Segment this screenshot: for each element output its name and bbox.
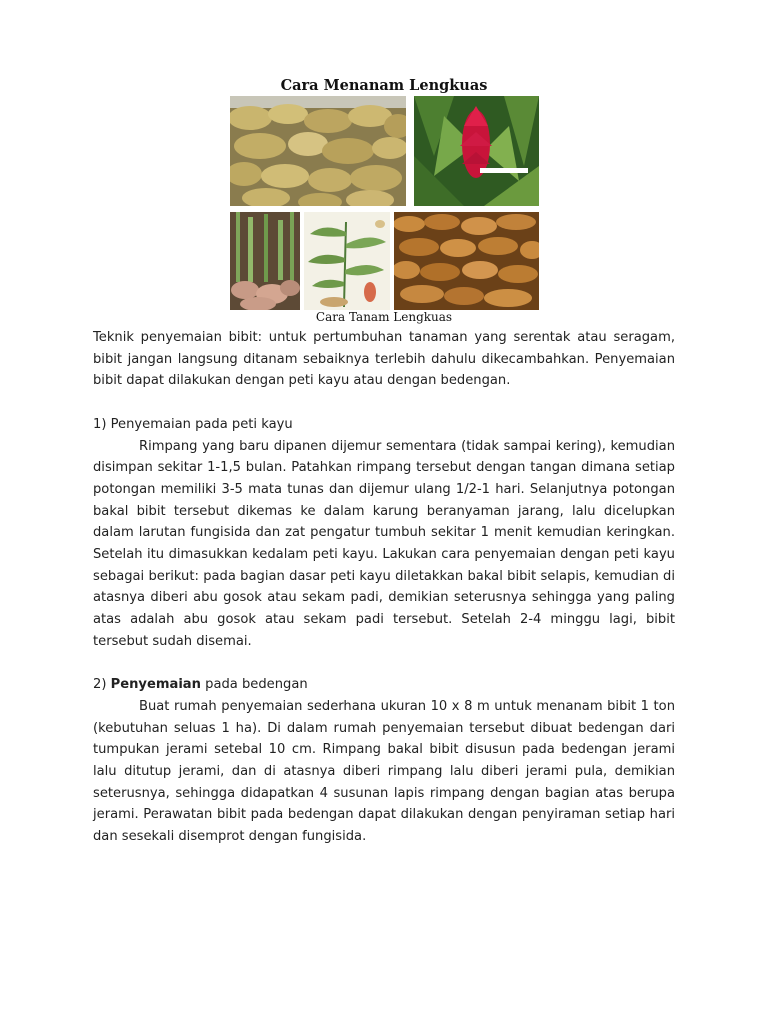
section1-paragraph: Rimpang yang baru dipanen dijemur sementara (tidak sampai kering), kemudian disimpan sekitar 1-1,5 bulan. Patahkan rimpang tersebut dengan tangan dimana setiap potongan memiliki 3-5 mata tunas dan dijemur ulang 1/2-1 hari. Selanjutnya potongan bakal bibit tersebut dikemas ke dalam karung beranyaman jarang, lalu dicelupkan dalam larutan fungisida dan zat pengatur tumbuh sekitar 1 menit kemudian keringkan. Setelah itu dimasukkan kedalam peti kayu. Lakukan cara penyemaian dengan peti kayu sebagai berikut: pada bagian dasar peti kayu diletakkan bakal bibit selapis, kemudian di atasnya diberi abu gosok atau sekam padi, demikian seterusnya sehingga yang paling atas adalah abu gosok atau sekam padi tersebut. Setelah 2-4 minggu lagi, bibit tersebut sudah disemai. <box>93 438 675 649</box>
section2-heading-rest: pada bedengan <box>205 677 308 693</box>
galangal-shoots-photo <box>230 212 300 310</box>
rhizome-pile-photo <box>230 96 406 206</box>
botanical-illustration <box>304 212 390 310</box>
section2-paragraph: Buat rumah penyemaian sederhana ukuran 10 x 8 m untuk menanam bibit 1 ton (kebutuhan seluas 1 ha). Di dalam rumah penyemaian tersebut dibuat bedengan dari tumpukan jerami setebal 10 cm. Rimpang bakal bibit disusun pada bedengan jerami lalu ditutup jerami, dan di atasnya diberi rimpang lalu diberi jerami pula, demikian seterusnya, sehingga didapatkan 4 susunan lapis rimpang dengan bagian atas berupa jerami. Perawatan bibit pada bedengan dapat dilakukan dengan penyiraman setiap hari dan sesekali disemprot dengan fungisida. <box>93 698 675 845</box>
section2-heading-number: 2) <box>93 677 107 693</box>
section2-heading <box>93 674 675 696</box>
image-caption: Cara Tanam Lengkuas <box>315 310 453 324</box>
intro-paragraph: Teknik penyemaian bibit: untuk pertumbuhan tanaman yang serentak atau seragam, bibit jangan langsung ditanam sebaiknya terlebih dahulu dikecambahkan. Penyemaian bibit dapat dilakukan dengan peti kayu atau dengan bedengan. <box>93 330 675 389</box>
section1-heading: 1) Penyemaian pada peti kayu <box>93 416 293 432</box>
galangal-flower-photo <box>414 96 539 206</box>
document-body <box>93 327 675 848</box>
document-title: Cara Menanam Lengkuas <box>280 77 488 94</box>
dried-rhizomes-photo <box>394 212 539 310</box>
section2-heading-bold: Penyemaian <box>110 677 201 693</box>
